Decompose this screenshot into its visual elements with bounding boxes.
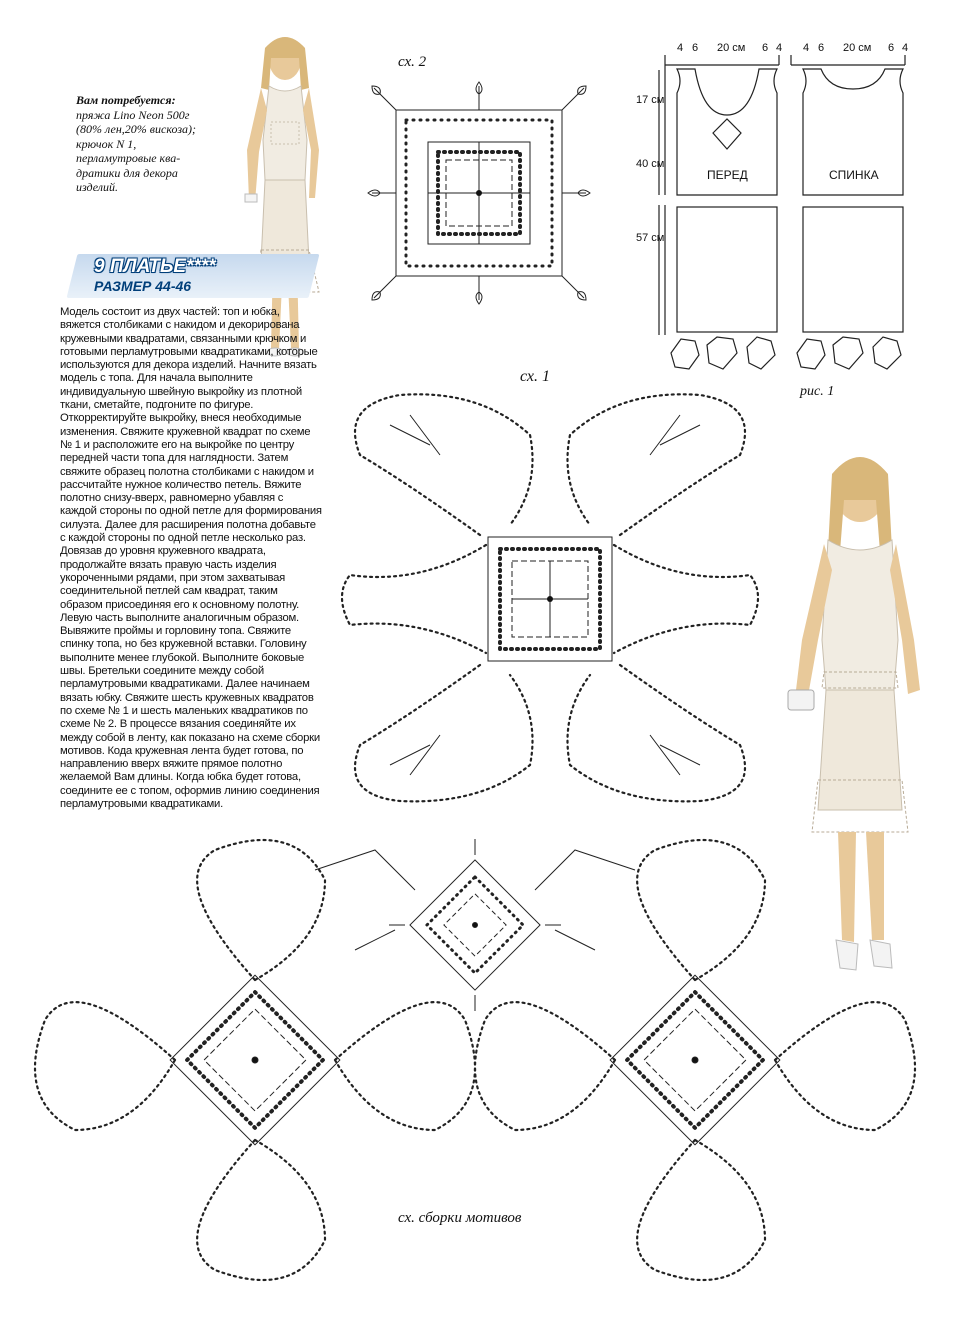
back-label: СПИНКА [829,168,879,182]
dim-4: 4 [803,42,810,54]
height-17: 17 см [636,94,665,106]
materials-block [70,93,255,195]
materials-line: (80% лен,20% вискоза); [76,122,197,136]
front-label: ПЕРЕД [707,168,748,182]
dress-title: 9 ПЛАТЬЕ**** [94,256,216,277]
figure-1-caption: рис. 1 [800,384,835,399]
scheme-2-caption: сх. 2 [398,54,427,70]
dim-6: 6 [818,42,825,54]
materials-line: перламутровые ква- [76,151,181,165]
pattern-drawing [655,55,925,380]
scheme-1-caption: сх. 1 [520,368,550,385]
size-label: РАЗМЕР 44-46 [94,278,192,294]
assembly-caption: сх. сборки мотивов [398,1210,522,1226]
scheme-1-diagram [330,385,770,805]
materials-line: изделий. [76,180,118,194]
dim-20: 20 см [717,42,746,54]
height-57: 57 см [636,232,665,244]
dim-4: 4 [902,42,909,54]
materials-line: пряжа Lino Neon 500г [76,107,190,122]
dim-4: 4 [677,42,684,54]
dim-4: 4 [776,42,783,54]
scheme-2-diagram [366,80,592,306]
title-banner [72,254,314,298]
description-text: Модель состоит из двух частей: топ и юбка, вяжется столбиками с накидом и декорирована кружевными квадратами, связанными крючком и готовыми перламутровыми квадратиками, которые используются для декора изделий. Начните вязать модель с топа. Для начала выполните индивидуальную швейную выкройку из плотной ткани, сметайте, подгоните по фигуре. Откорректируйте выкройку, внеся необходимые изменения. Свяжите кружевной квадрат по схеме № 1 и расположите его на выкройке по центру передней части топа для наглядности. Затем свяжите образец полотна столбиками с накидом и рассчитайте нужное количество петель. Вяжите полотно снизу-вверх, равномерно убавляя с каждой стороны по одной петле для формирования силуэта. Далее для расширения полотна добавьте с каждой стороны по одной петле несколько раз. Довязав до уровня кружевного квадрата, продолжайте вязать правую часть изделия укороченными рядами, при этом захватывая соединительной петлей сам квадрат, таким образом присоединяя его к основному полотну. Левую часть выполните аналогичным образом. Вывяжите проймы и горловину топа. Свяжите спинку топа, но без кружевной вставки. Головину выполните менее глубокой. Выполните боковые швы. Бретельки соедините между собой перламутровыми квадратиками. Далее начинаем вязать юбку. Свяжите шесть кружевных квадратов по схеме № 1 и шесть маленьких квадратиков по схеме № 2. В процессе вязания соединяйте их между собой в ленту, как показано на схеме сборки мотивов. Кода кружевная лента будет готова, по направлению вверх вяжите прямое полотно желаемой Вам длины. Когда юбка будет готова, соедините ее с топом, оформив линию соединения перламутровыми квадратиками. [60,306,322,810]
materials-heading: Вам потребуется: [76,93,176,107]
dim-6: 6 [762,42,769,54]
dim-6: 6 [888,42,895,54]
materials-line: дратики для декора [76,165,178,180]
height-40: 40 см [636,158,665,170]
materials-line: крючок N 1, [76,136,137,151]
dim-6: 6 [692,42,699,54]
dim-20: 20 см [843,42,872,54]
